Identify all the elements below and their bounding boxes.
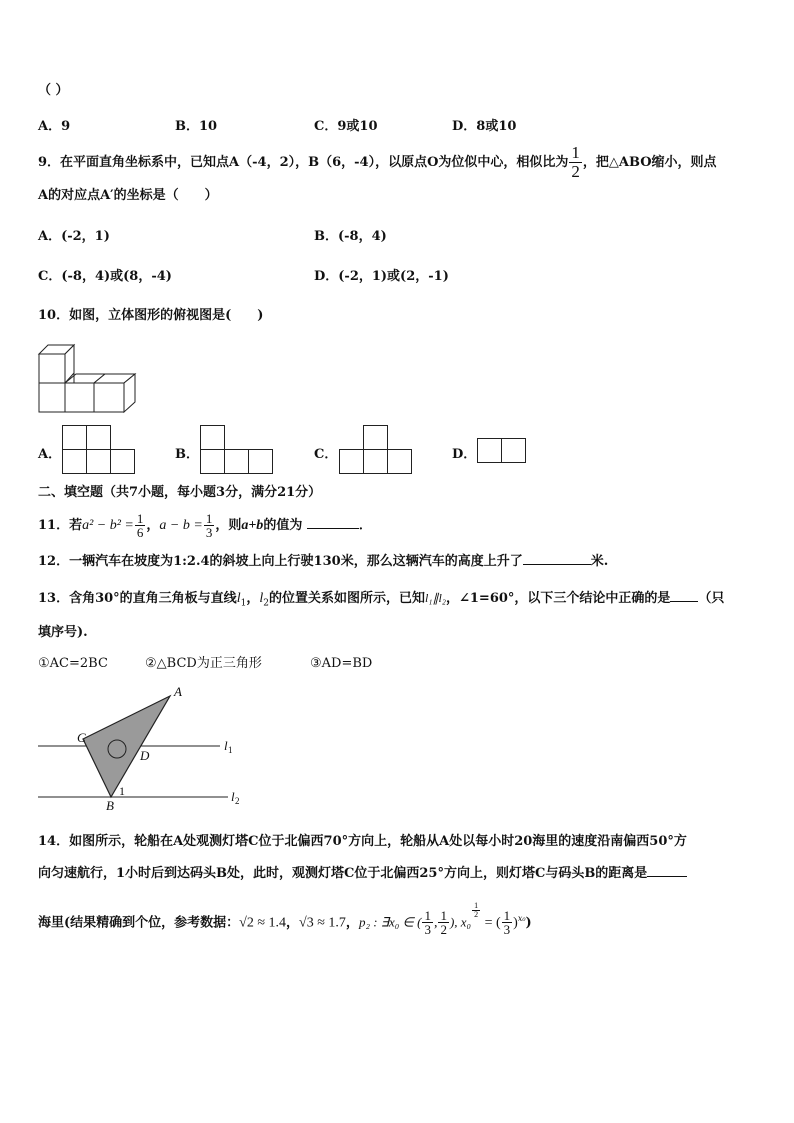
q13-label-d: D (140, 748, 150, 763)
q10-option-b-figure[interactable] (200, 425, 275, 475)
q13-conclusion-1: ①AC=2BC (38, 656, 108, 671)
q13-label-a: A (174, 684, 182, 699)
q13-text-c: ，∠1=60°，以下三个结论中正确的是 (445, 591, 671, 606)
q13-label-l1-sub: 1 (228, 745, 233, 755)
q11-stem (38, 510, 372, 542)
q14-end: ) (525, 915, 532, 931)
q14-p2: p₂ : ∃x₀ ∈ ( (358, 914, 422, 930)
q13-parallel: l₁∥l₂ (424, 591, 446, 605)
q14-text-line3: 海里(结果精确到个位，参考数据： (38, 915, 240, 931)
q9-ratio (569, 144, 582, 181)
q14-comma-3: , (433, 915, 438, 931)
q8-stem-tail: （ ） (38, 83, 69, 98)
q14-exp-num: 1 (474, 901, 479, 910)
q10-option-a-figure[interactable] (62, 425, 137, 475)
q14-exp-den: 2 (474, 910, 479, 919)
q11-frac1-num: 1 (136, 511, 144, 526)
q14-answer-blank[interactable] (647, 864, 687, 877)
q10-option-d[interactable]: D． (452, 447, 477, 462)
q11-prefix: 11．若 (38, 518, 83, 533)
q13-label-angle-1: 1 (119, 784, 125, 798)
q14-f3-den: 3 (503, 922, 511, 938)
q14-stem-line2 (38, 864, 687, 882)
q10-option-b[interactable]: B． (175, 447, 199, 462)
q13-l1-sub: 1 (240, 598, 247, 609)
q9-stem-line1 (38, 144, 717, 181)
q13-answer-blank[interactable] (670, 589, 698, 602)
q13-label-c: C (77, 730, 86, 745)
q11-frac1 (135, 512, 146, 539)
q11-expr2: a − b = (159, 518, 203, 533)
q14-frac-2 (438, 909, 449, 936)
q10-solid-figure (36, 340, 146, 416)
q11-comma: ， (146, 518, 160, 533)
q14-sqrt3: √3 ≈ 1.7 (299, 915, 346, 931)
q8-option-b[interactable]: B．10 (175, 119, 218, 134)
q10-option-a[interactable]: A． (38, 447, 62, 462)
q14-exp2: x₀ (517, 914, 526, 923)
q13-conclusion-2: ②△BCD为正三角形 (145, 656, 262, 671)
q14-stem-line3 (38, 902, 532, 940)
q10-stem: 10．如图，立体图形的俯视图是( ) (38, 308, 264, 323)
q11-answer-blank[interactable] (307, 516, 359, 529)
q13-stem-line1 (38, 589, 724, 612)
q13-l1: l (236, 591, 241, 606)
q8-option-d[interactable]: D．8或10 (452, 119, 517, 134)
q14-frac-1 (422, 909, 433, 936)
q13-label-l2: l (231, 789, 235, 804)
q11-expr3: a+b (241, 518, 264, 533)
q9-stem-line2: A的对应点A′的坐标是（ ） (38, 188, 218, 203)
q10-option-c[interactable]: C． (314, 447, 338, 462)
q11-frac1-den: 6 (136, 525, 144, 540)
q14-comma-2: ， (345, 915, 359, 931)
q14-exp (472, 902, 480, 919)
q11-expr1: a² − b² = (82, 518, 134, 533)
q12-end: 米. (590, 554, 609, 569)
q14-frac-3 (502, 909, 513, 936)
q13-triangle-figure (38, 684, 253, 814)
q14-p2b: ), x₀ (449, 914, 472, 930)
q14-text-line2: 向匀速航行，1小时后到达码头B处，此时，观测灯塔C位于北偏西25°方向上，则灯塔C与码头B的距离是 (38, 866, 648, 881)
q13-stem-line2: 填序号). (38, 625, 88, 640)
q9-option-d[interactable]: D．(-2，1)或(2，-1) (314, 269, 449, 284)
q14-f2-num: 1 (440, 908, 447, 924)
q9-text-a: 9．在平面直角坐标系中，已知点A（-4，2），B（6，-4），以原点O为位似中心，相似比为 (38, 155, 569, 170)
q14-f1-den: 3 (424, 922, 431, 938)
q12-stem (38, 552, 608, 570)
q9-ratio-num: 1 (571, 143, 580, 162)
q14-f3-num: 1 (503, 908, 511, 924)
q10-option-d-figure[interactable] (477, 438, 529, 464)
q13-l2: l (259, 591, 264, 606)
q14-f1-num: 1 (424, 908, 431, 924)
q9-option-a[interactable]: A．(-2，1) (38, 229, 110, 244)
q9-option-c[interactable]: C．(-8，4)或(8，-4) (38, 269, 172, 284)
q14-f2-den: 2 (440, 922, 447, 938)
q14-comma-1: ， (286, 915, 300, 931)
q13-label-b: B (106, 798, 114, 813)
q8-option-c[interactable]: C．9或10 (314, 119, 378, 134)
q10-option-c-figure[interactable] (339, 425, 414, 475)
q14-eq: = ( (481, 915, 501, 931)
q13-text-d: （只 (698, 591, 725, 606)
q13-label-l1: l (224, 738, 228, 753)
q9-ratio-den: 2 (571, 162, 580, 181)
q9-option-b[interactable]: B．(-8，4) (314, 229, 387, 244)
q14-sqrt2: √2 ≈ 1.4 (239, 915, 287, 931)
q9-text-b: ，把△ABO缩小，则点 (582, 155, 717, 170)
q11-frac2-num: 1 (205, 511, 213, 526)
q13-text-a: 13．含角30°的直角三角板与直线 (38, 591, 237, 606)
q14-p2c: ) (513, 915, 518, 931)
q11-frac2-den: 3 (205, 525, 213, 540)
q8-option-a[interactable]: A．9 (38, 119, 71, 134)
q14-stem-line1: 14．如图所示，轮船在A处观测灯塔C位于北偏西70°方向上，轮船从A处以每小时20海里的速度沿南偏西50°方 (38, 834, 687, 849)
section-2-title: 二、填空题（共7小题，每小题3分，满分21分） (38, 485, 322, 500)
q13-l2-sub: 2 (263, 598, 269, 609)
q12-text: 12．一辆汽车在坡度为1:2.4的斜坡上向上行驶130米，那么这辆汽车的高度上升了 (38, 554, 523, 569)
q11-mid: ，则 (215, 518, 242, 533)
q13-conclusion-3: ③AD=BD (310, 656, 373, 671)
q11-suffix: 的值为 (263, 518, 303, 533)
q13-text-b: 的位置关系如图所示，已知 (268, 591, 425, 606)
q11-frac2 (204, 512, 215, 539)
q13-label-l2-sub: 2 (235, 796, 240, 806)
q12-answer-blank[interactable] (523, 552, 591, 565)
q13-sep: ， (246, 591, 260, 606)
q11-end: ． (358, 518, 372, 533)
